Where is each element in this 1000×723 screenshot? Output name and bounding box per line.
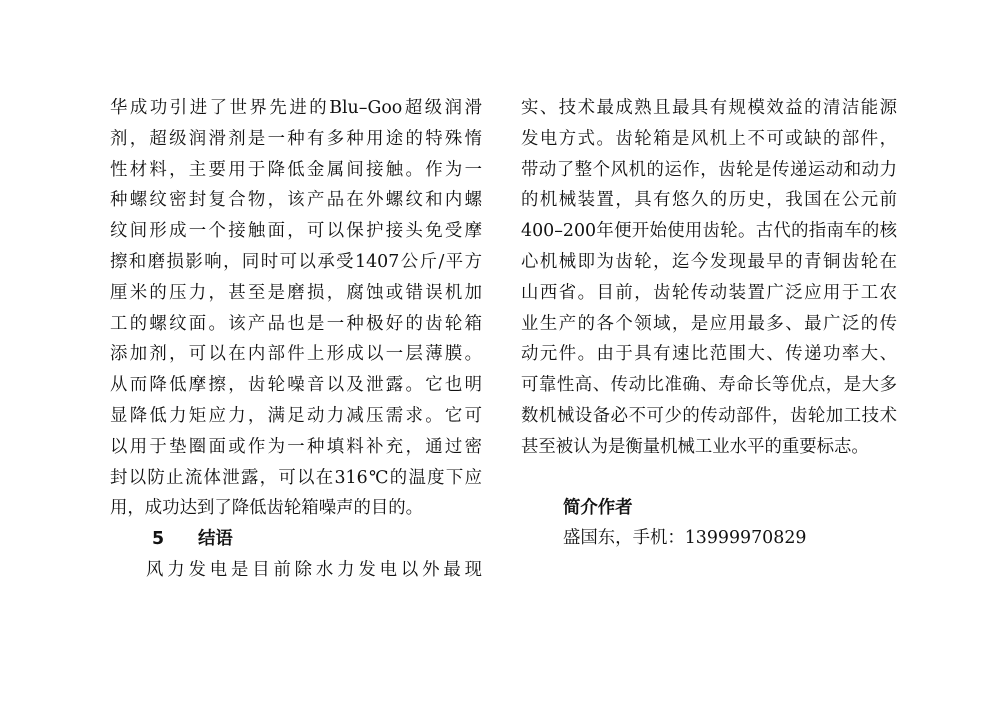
body-text-line: 发电方式。齿轮箱是风机上不可或缺的部件， [521, 128, 897, 149]
body-text-line: 实、技术最成熟且最具有规模效益的清洁能源 [521, 98, 897, 118]
body-text-line: 风力发电是目前除水力发电以外最现 [146, 559, 482, 580]
body-text-line: 厘米的压力，甚至是磨损，腐蚀或错误机加 [110, 282, 482, 303]
author-contact: 盛国东，手机：13999970829 [563, 527, 807, 548]
author-bio-heading: 简介作者 [563, 497, 633, 518]
body-text-line: 剂，超级润滑剂是一种有多种用途的特殊惰 [110, 128, 482, 149]
body-text-line: 种螺纹密封复合物，该产品在外螺纹和内螺 [110, 190, 482, 211]
right-column [521, 93, 897, 553]
body-text-line: 擦和磨损影响，同时可以承受1407公斤/平方 [110, 251, 482, 272]
body-text-line: 带动了整个风机的运作，齿轮是传递运动和动力 [521, 159, 897, 180]
body-text-line: 工的螺纹面。该产品也是一种极好的齿轮箱 [110, 313, 482, 334]
body-text-line: 性材料，主要用于降低金属间接触。作为一 [110, 159, 482, 180]
body-text-line: 山西省。目前，齿轮传动装置广泛应用于工农 [521, 282, 897, 303]
section-number: 5 [152, 529, 165, 550]
body-text-line: 动元件。由于具有速比范围大、传递功率大、 [521, 344, 897, 365]
body-text-line: 心机械即为齿轮，迄今发现最早的青铜齿轮在 [521, 251, 897, 272]
body-text-line: 数机械设备必不可少的传动部件，齿轮加工技术 [521, 405, 897, 426]
body-text-line: 纹间形成一个接触面，可以保护接头免受摩 [110, 221, 482, 242]
body-text-line: 显降低力矩应力，满足动力减压需求。它可 [110, 405, 482, 426]
body-text-line: 华成功引进了世界先进的Blu–Goo超级润滑 [110, 98, 482, 118]
body-text-line: 甚至被认为是衡量机械工业水平的重要标志。 [521, 436, 869, 457]
section-heading [110, 524, 482, 555]
body-text-line: 可靠性高、传动比准确、寿命长等优点，是大多 [521, 375, 897, 396]
body-text-line: 400–200年便开始使用齿轮。古代的指南车的核 [521, 221, 897, 242]
body-text-line: 添加剂，可以在内部件上形成以一层薄膜。 [110, 344, 482, 365]
body-text-line: 业生产的各个领域，是应用最多、最广泛的传 [521, 313, 897, 334]
section-title: 结语 [198, 529, 233, 550]
body-text-line: 以用于垫圈面或作为一种填料补充，通过密 [110, 436, 482, 457]
body-text-line: 从而降低摩擦，齿轮噪音以及泄露。它也明 [110, 375, 482, 396]
body-text-line: 封以防止流体泄露，可以在316℃的温度下应 [110, 467, 482, 488]
left-column [110, 93, 482, 586]
body-text-line: 的机械装置，具有悠久的历史，我国在公元前 [521, 190, 897, 211]
body-text-line: 用，成功达到了降低齿轮箱噪声的目的。 [110, 498, 424, 519]
